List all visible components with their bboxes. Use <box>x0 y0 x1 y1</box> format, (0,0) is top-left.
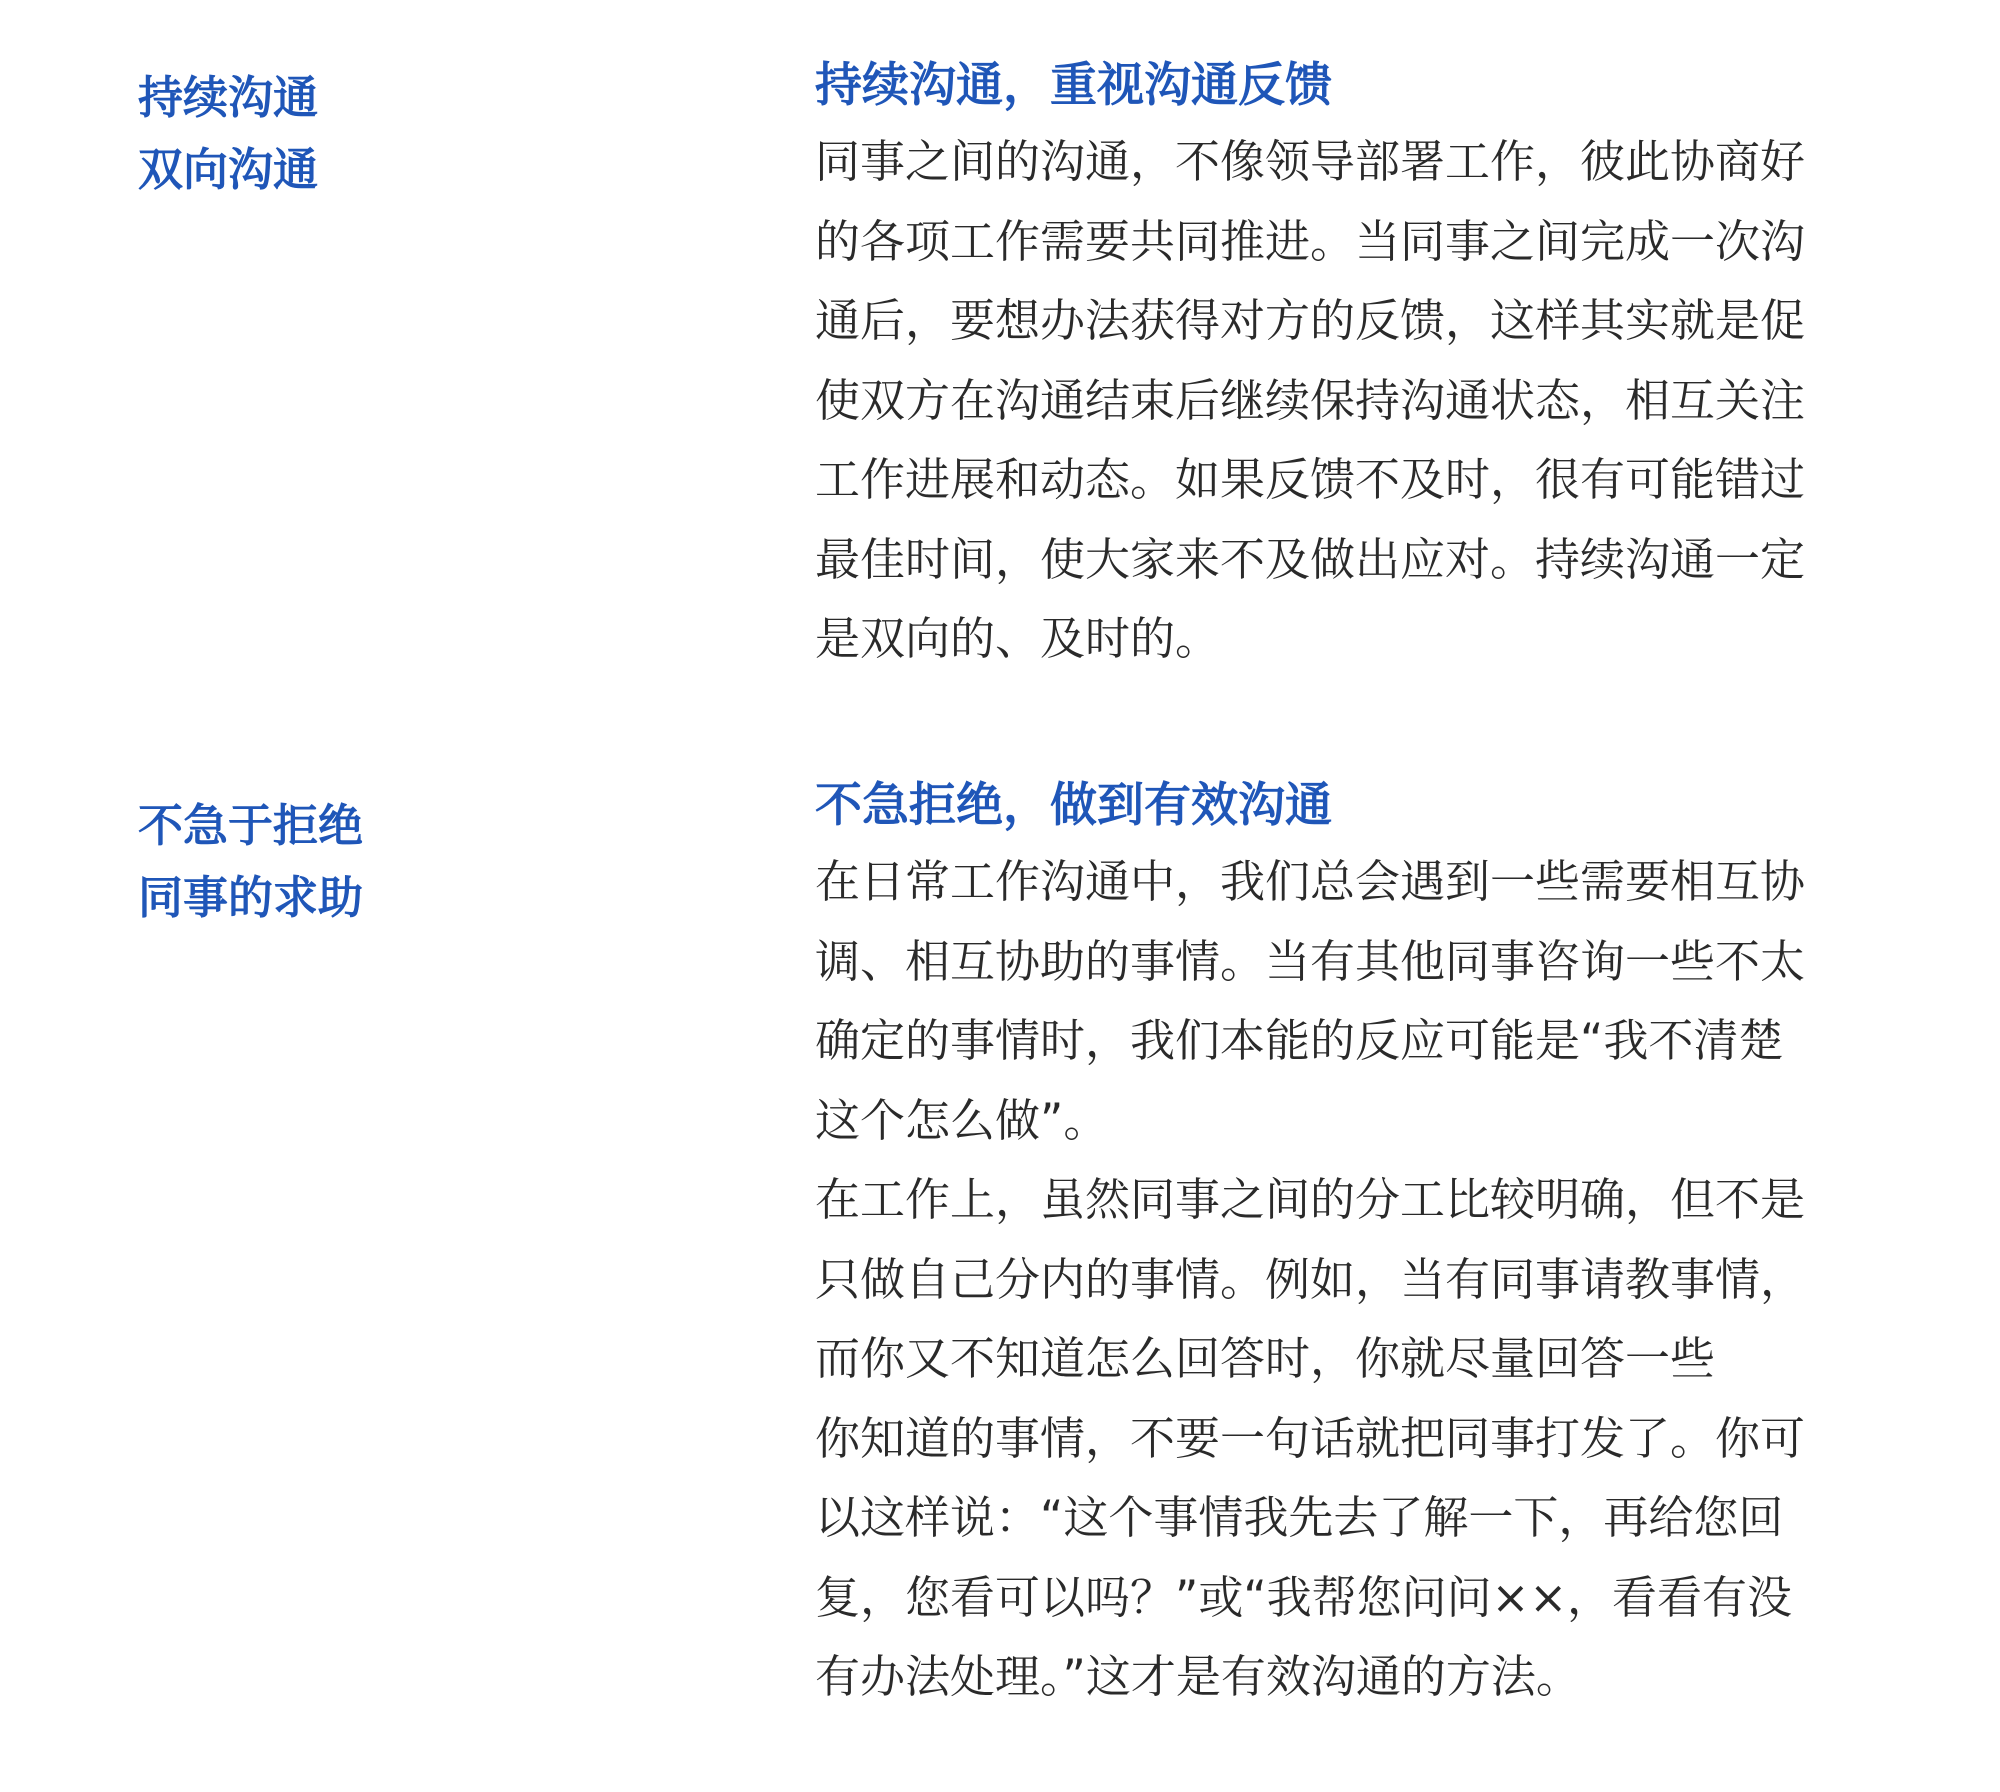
body-line: 使双方在沟通结束后继续保持沟通状态，相互关注 <box>815 373 1806 427</box>
body-line: 你知道的事情，不要一句话就把同事打发了。你可 <box>815 1411 1806 1465</box>
body-line: 只做自己分内的事情。例如，当有同事请教事情， <box>815 1252 1806 1306</box>
body-line: 在工作上，虽然同事之间的分工比较明确，但不是 <box>815 1173 1806 1226</box>
body-line: 最佳时间，使大家来不及做出应对。持续沟通一定 <box>815 532 1806 586</box>
side-heading <box>138 62 318 206</box>
article-title: 持续沟通，重视沟通反馈 <box>815 58 1332 113</box>
body-line: 的各项工作需要共同推进。当同事之间完成一次沟 <box>815 214 1806 268</box>
body-line: 确定的事情时，我们本能的反应可能是“我不清楚 <box>815 1014 1784 1067</box>
article-title: 不急拒绝，做到有效沟通 <box>815 778 1332 833</box>
body-line: 通后，要想办法获得对方的反馈，这样其实就是促 <box>815 294 1806 347</box>
body-line: 同事之间的沟通，不像领导部署工作，彼此协商好 <box>815 135 1806 188</box>
body-line: 在日常工作沟通中，我们总会遇到一些需要相互协 <box>815 855 1806 908</box>
body-line: 调、相互协助的事情。当有其他同事咨询一些不太 <box>815 934 1806 988</box>
body-line: 有办法处理。”这才是有效沟通的方法。 <box>815 1650 1581 1703</box>
side-heading-line: 双向沟通 <box>138 143 319 196</box>
article-body <box>815 842 1895 1717</box>
body-line: 工作进展和动态。如果反馈不及时，很有可能错过 <box>815 453 1806 506</box>
body-line: 复，您看可以吗？”或“我帮您问问××，看看有没 <box>815 1570 1793 1624</box>
side-heading-line: 持续沟通 <box>138 71 319 124</box>
body-line: 这个怎么做”。 <box>815 1093 1109 1147</box>
body-line: 是双向的、及时的。 <box>815 612 1221 665</box>
side-heading-line: 不急于拒绝 <box>138 799 364 852</box>
body-line: 而你又不知道怎么回答时，你就尽量回答一些 <box>815 1332 1716 1385</box>
article-body <box>815 122 1895 679</box>
side-heading-line: 同事的求助 <box>138 871 364 924</box>
side-heading <box>138 790 363 934</box>
body-line: 以这样说：“这个事情我先去了解一下，再给您回 <box>815 1491 1784 1544</box>
article <box>815 50 1895 679</box>
article <box>815 770 1895 1717</box>
